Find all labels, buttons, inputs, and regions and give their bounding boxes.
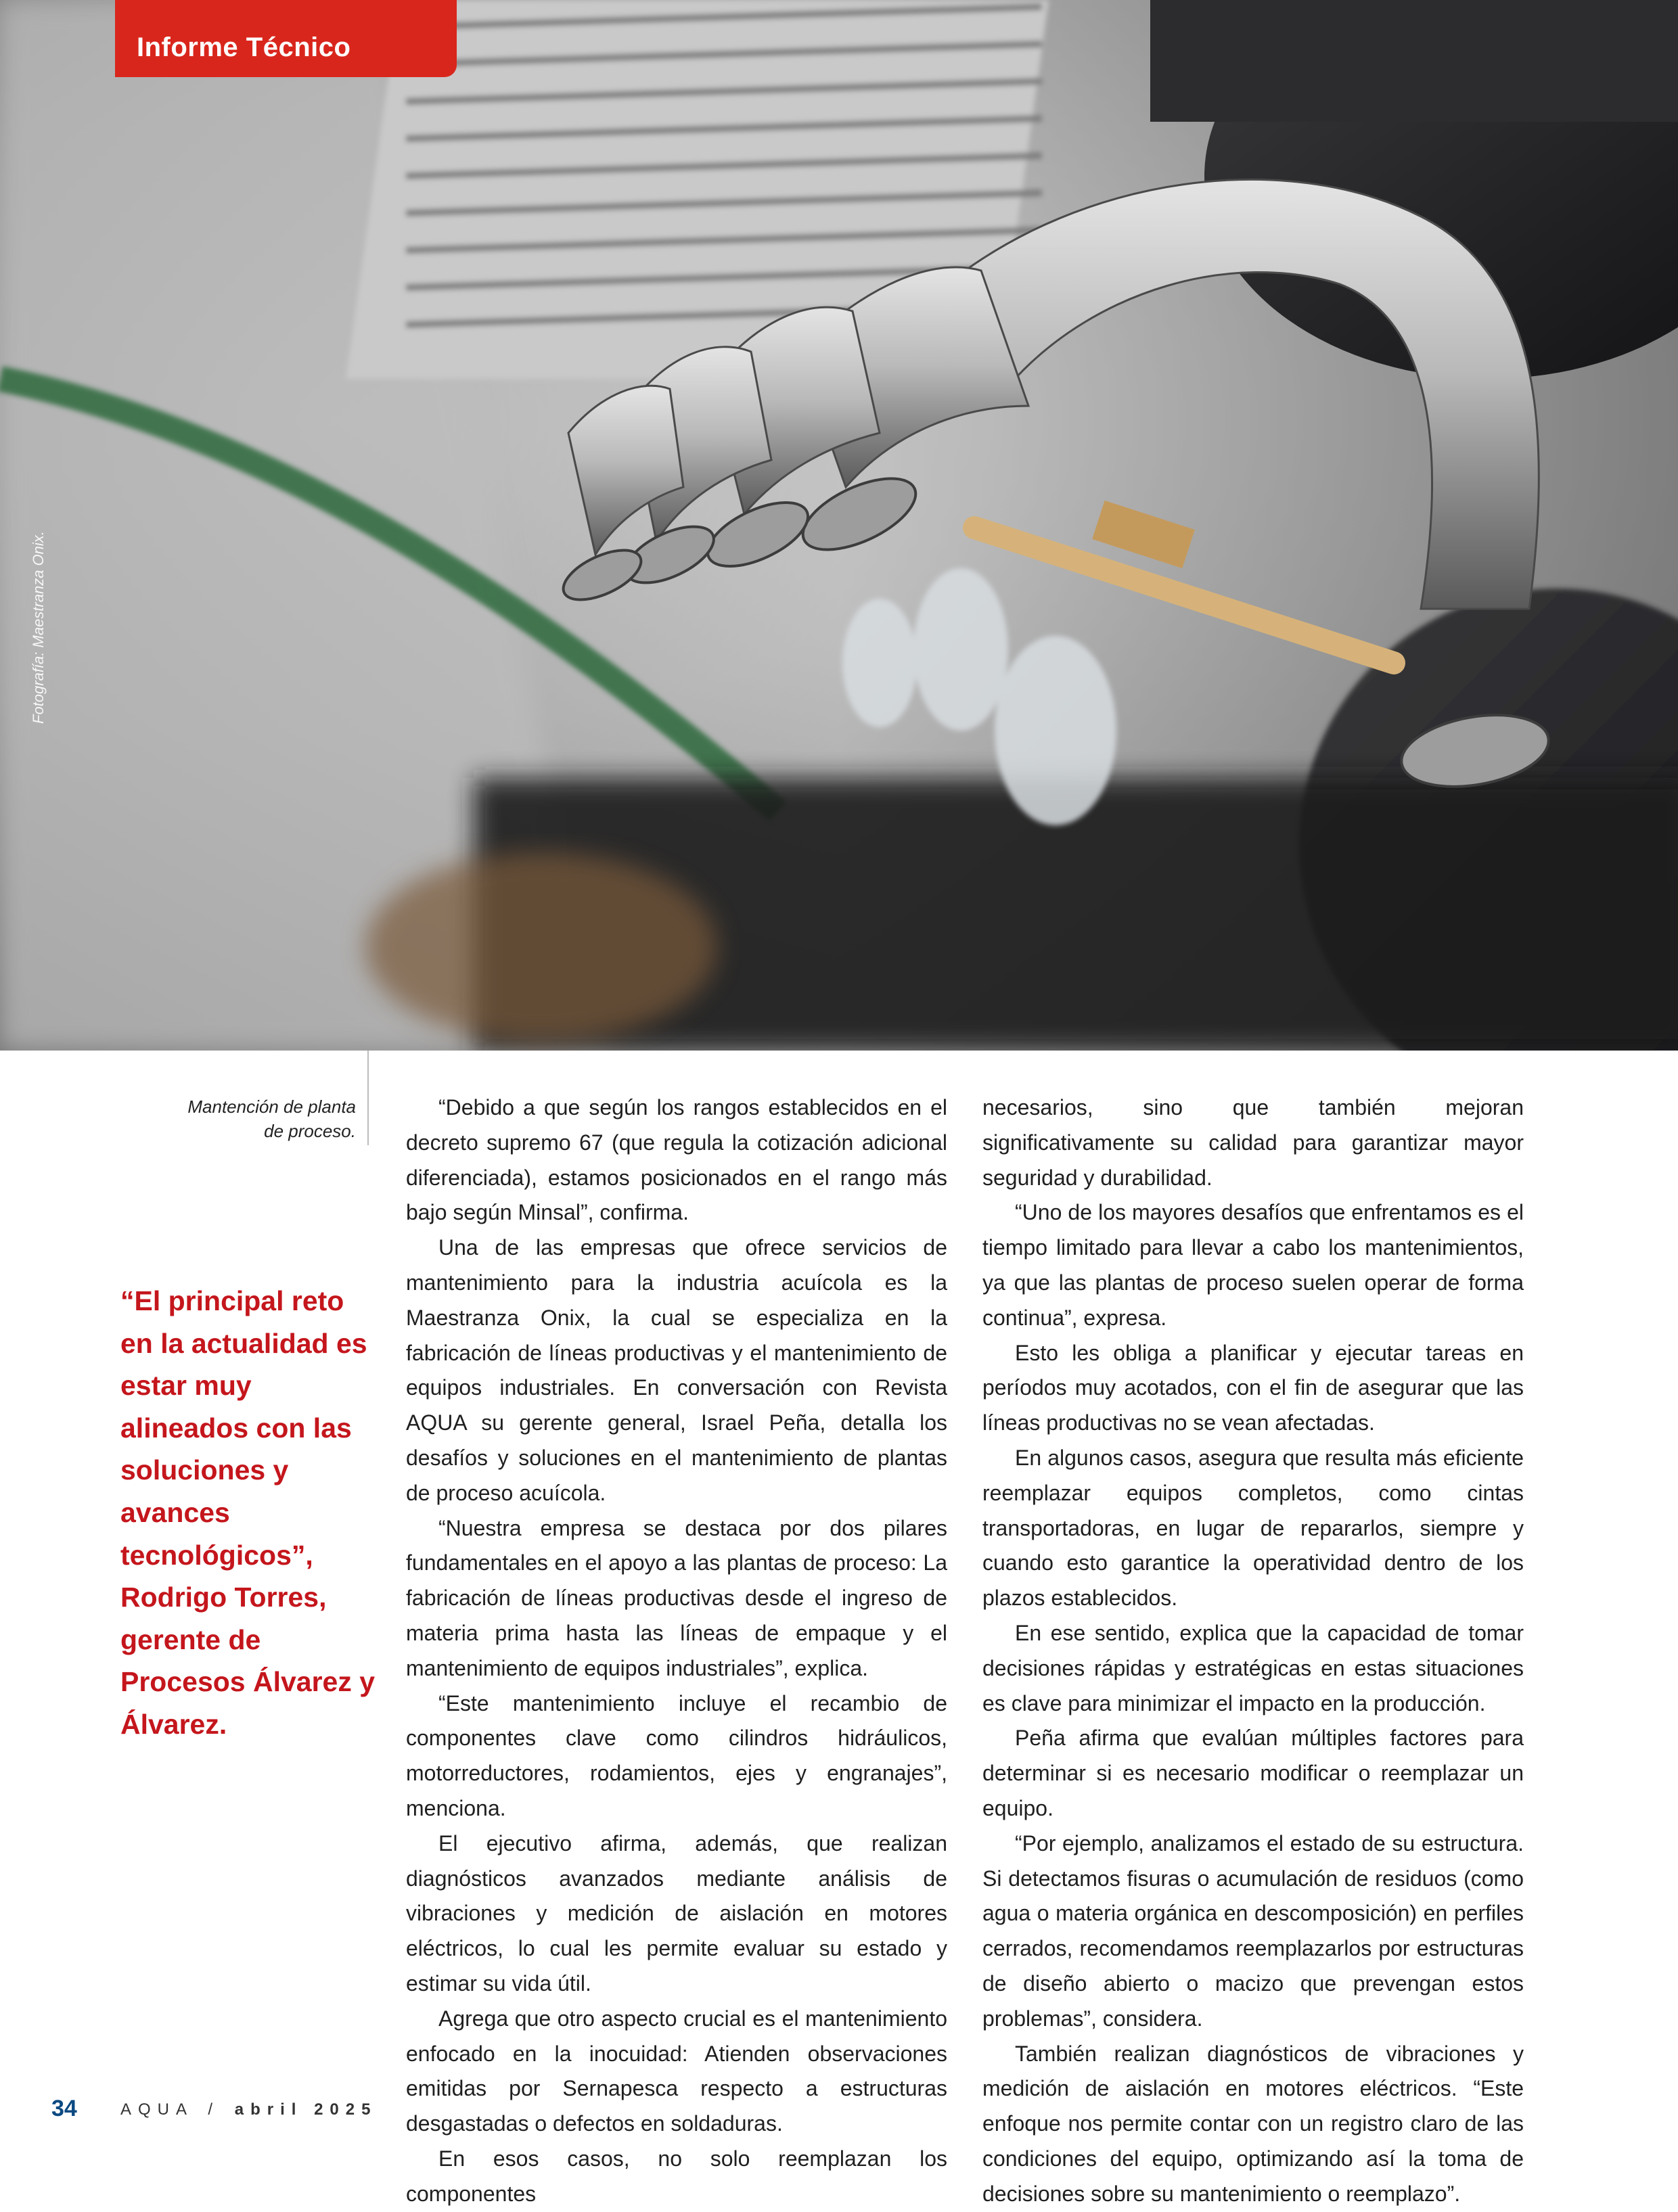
caption-line: de proceso. [264,1121,356,1141]
article-column-1 [406,1090,947,2212]
section-tab [115,0,457,77]
industrial-pipes-illustration [0,0,1678,1051]
article-column-2 [982,1090,1524,2212]
caption-line: Mantención de planta [187,1097,356,1117]
photo-caption [156,1095,356,1143]
paragraph: Esto les obliga a planificar y ejecutar tareas en períodos muy acotados, con el fin de asegurar que las líneas productivas no se vean afectadas. [982,1340,1524,1435]
section-label: Informe Técnico [137,32,351,62]
paragraph: necesarios, sino que también mejoran significativamente su calidad para garantizar mayor seguridad y durabilidad. [982,1095,1524,1190]
paragraph: Peña afirma que evalúan múltiples factores para determinar si es necesario modificar o reemplazar un equipo. [982,1726,1524,1820]
paragraph: En esos casos, no solo reemplazan los componentes [406,2146,947,2206]
paragraph: “Nuestra empresa se destaca por dos pilares fundamentales en el apoyo a las plantas de proceso: La fabricación de líneas productivas desde el ingreso de materia prima hasta las líneas de empaque y el mantenimiento de equipos industriales”, explica. [406,1515,947,1680]
issue-date: abril 2025 [234,2100,378,2119]
paragraph: Agrega que otro aspecto crucial es el mantenimiento enfocado en la inocuidad: Atienden observaciones emitidas por Sernapesca respecto a estructuras desgastadas o defectos en soldaduras. [406,2006,947,2136]
paragraph: También realizan diagnósticos de vibraciones y medición de aislación en motores eléctricos. “Este enfoque nos permite contar con un registro claro de las condiciones del equipo, optimizando así la toma de decisiones sobre su mantenimiento o reemplazo”. [982,2041,1524,2206]
paragraph: “Por ejemplo, analizamos el estado de su estructura. Si detectamos fisuras o acumulación de residuos (como agua o materia orgánica en descomposición) en perfiles cerrados, recomendamos reemplazarlos por estructuras de diseño abierto o macizo que prevengan estos problemas”, considera. [982,1830,1524,2031]
pull-quote: “El principal reto en la actualidad es estar muy alineados con las soluciones y avances tecnológicos”, Rodrigo Torres, gerente de Procesos Álvarez y Álvarez. [120,1285,376,1740]
page-number: 34 [51,2096,77,2121]
paragraph: Una de las empresas que ofrece servicios de mantenimiento para la industria acuícola es la Maestranza Onix, la cual se especializa en la fabricación de líneas productivas y el mantenimiento de equipos industriales. En conversación con Revista AQUA su gerente general, Israel Peña, detalla los desafíos y soluciones en el mantenimiento de plantas de proceso acuícola. [406,1235,947,1505]
hero-photo [0,0,1678,1051]
paragraph: “Debido a que según los rangos establecidos en el decreto supremo 67 (que regula la cotización adicional diferenciada), estamos posicionados en el rango más bajo según Minsal”, confirma. [406,1095,947,1225]
paragraph: “Este mantenimiento incluye el recambio de componentes clave como cilindros hidráulicos, motorreductores, rodamientos, ejes y engranajes”, menciona. [406,1690,947,1820]
paragraph: En ese sentido, explica que la capacidad de tomar decisiones rápidas y estratégicas en estas situaciones es clave para minimizar el impacto en la producción. [982,1620,1524,1715]
photo-credit: Fotografía: Maestranza Onix. [30,531,47,724]
paragraph: El ejecutivo afirma, además, que realizan diagnósticos avanzados mediante análisis de vibraciones y medición de aislación en motores eléctricos, lo cual les permite evaluar su estado y estimar su vida útil. [406,1830,947,1996]
running-footer [120,2100,377,2119]
magazine-name: AQUA [120,2100,193,2119]
footer-separator: / [208,2100,220,2119]
paragraph: En algunos casos, asegura que resulta más eficiente reemplazar equipos completos, como cintas transportadoras, en lugar de repararlos, siempre y cuando esto garantice la operatividad dentro de los plazos establecidos. [982,1445,1524,1611]
paragraph: “Uno de los mayores desafíos que enfrentamos es el tiempo limitado para llevar a cabo los mantenimientos, ya que las plantas de proceso suelen operar de forma continua”, expresa. [982,1200,1524,1330]
caption-divider [367,1051,369,1145]
